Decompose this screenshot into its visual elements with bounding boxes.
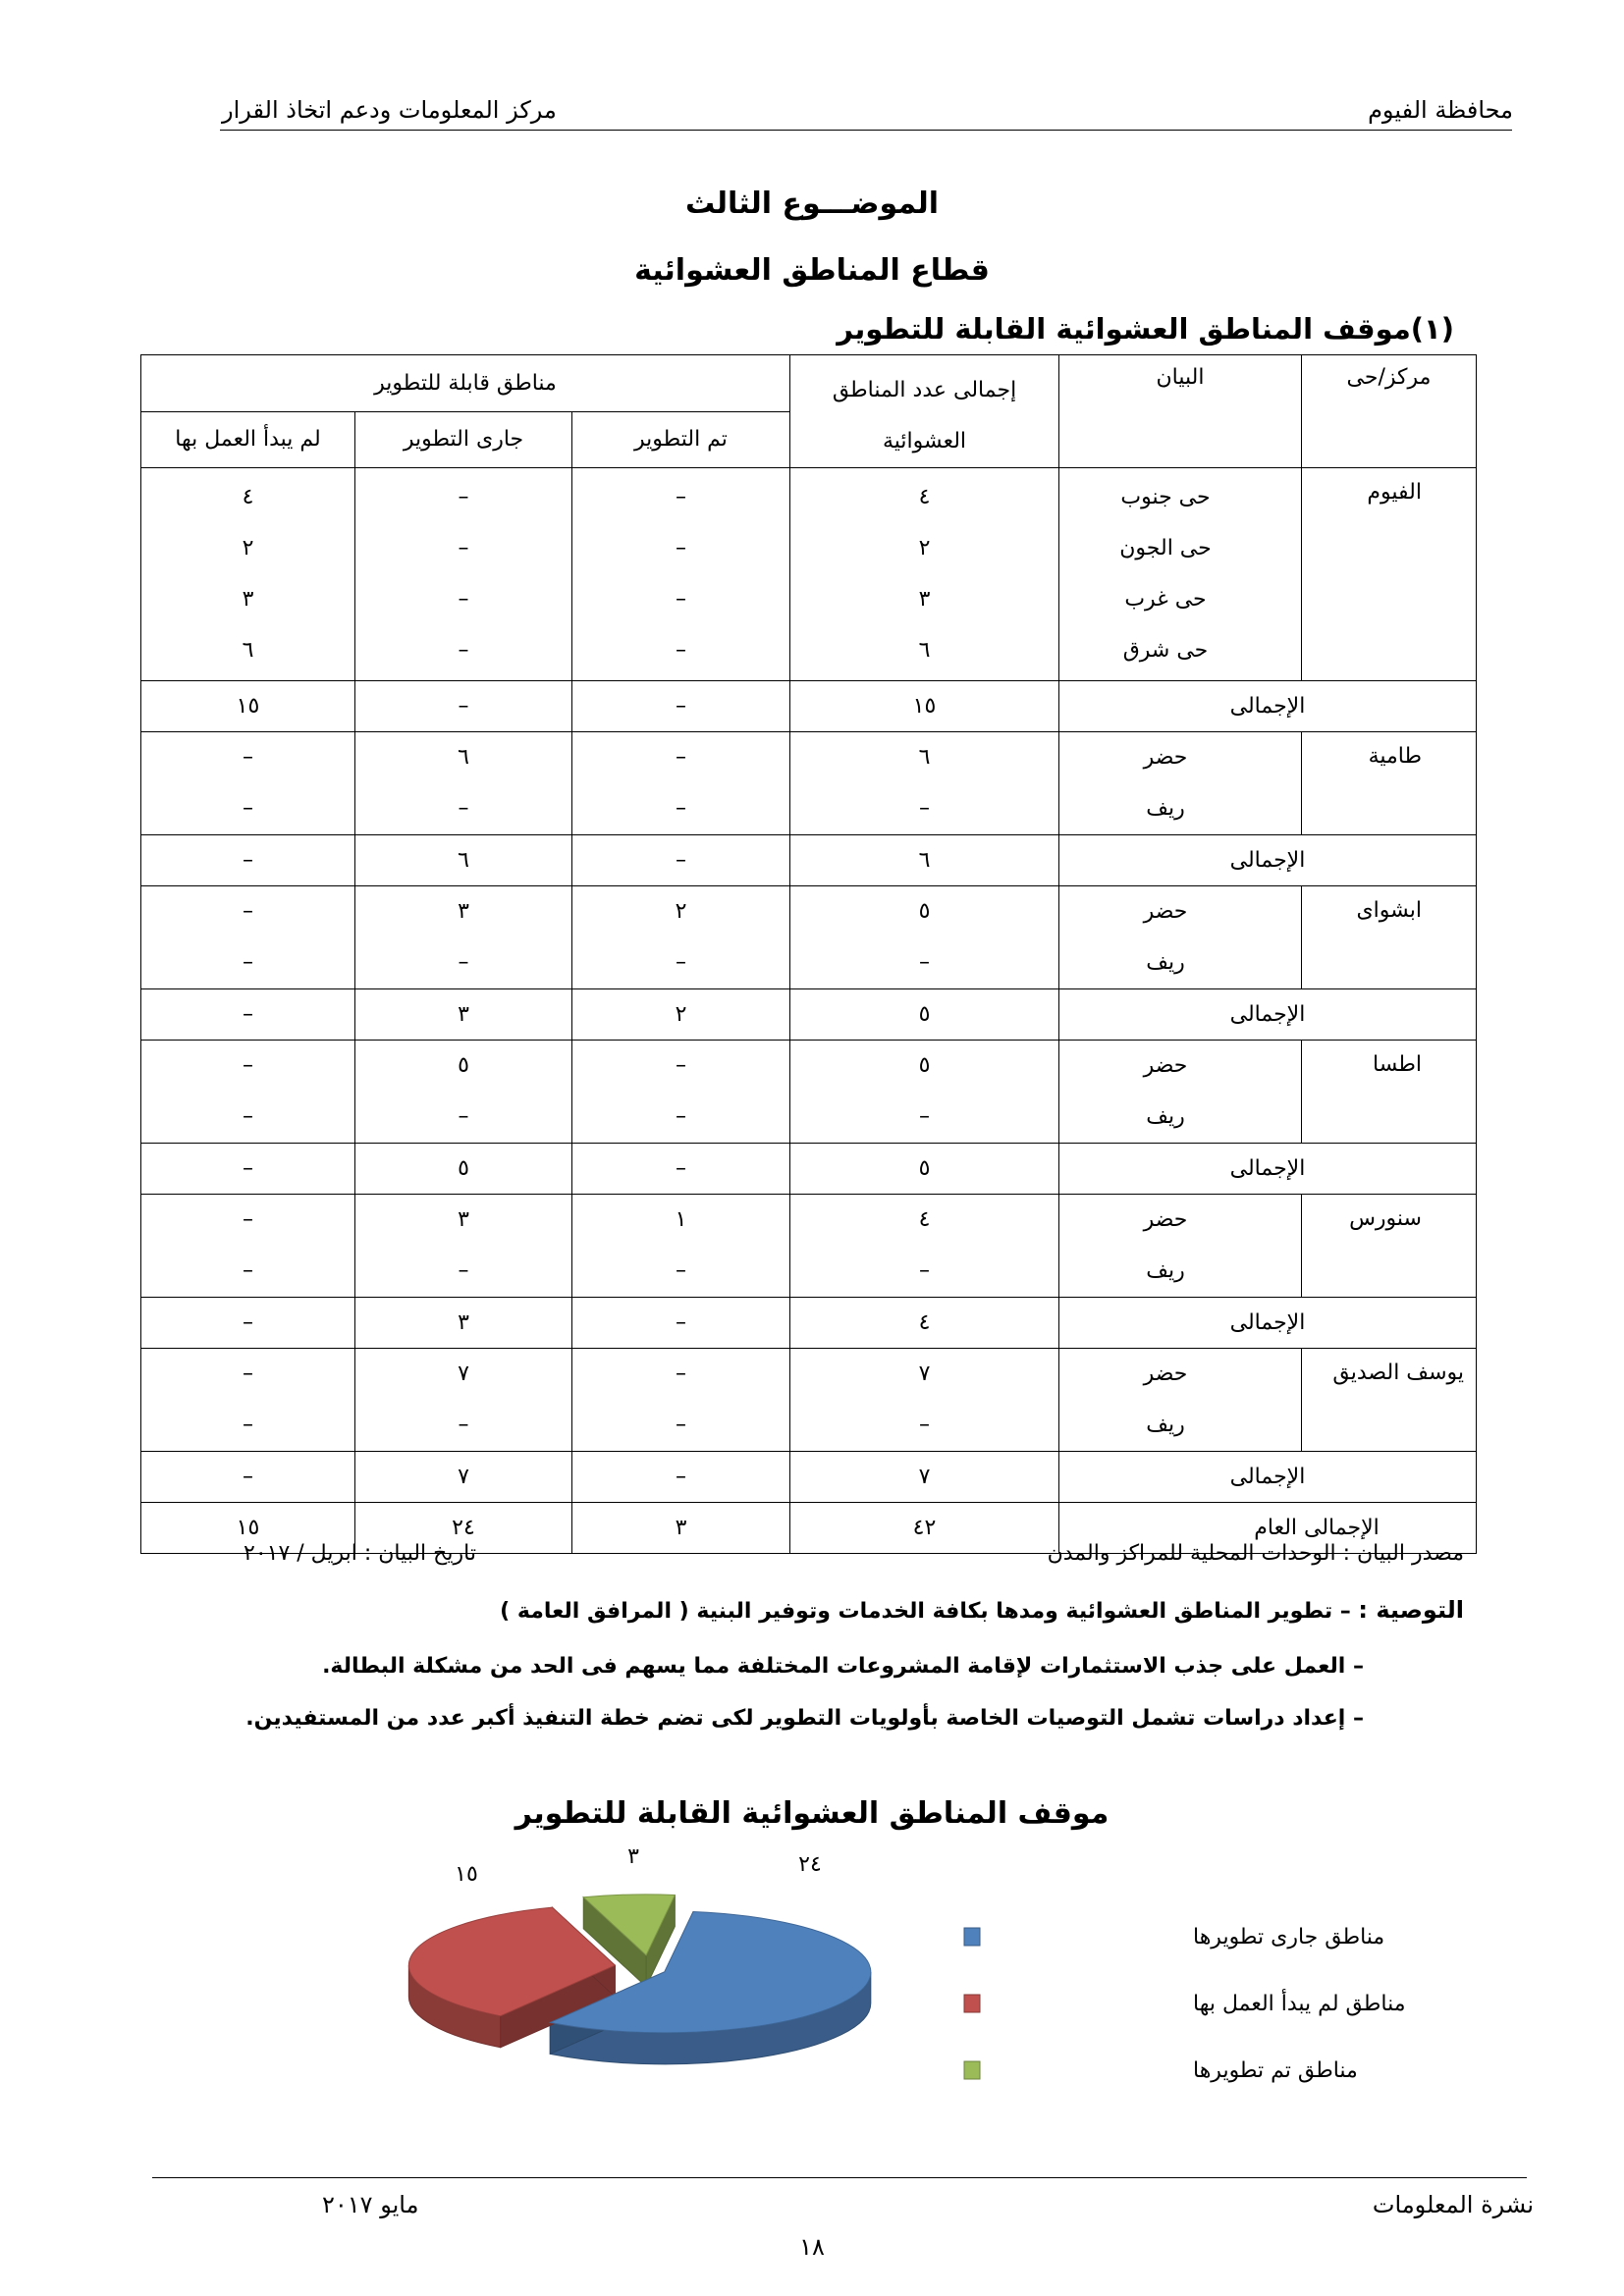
slums-table <box>140 354 1477 1554</box>
bayan-stack <box>1059 886 1302 989</box>
value-cell: ٥ <box>918 899 931 924</box>
table-row-etsa <box>141 1041 1477 1144</box>
bayan-cell: حى غرب <box>1124 587 1207 612</box>
value-cell: – <box>676 950 686 975</box>
markaz-cell: اطسا <box>1302 1041 1477 1144</box>
value-cell: – <box>919 1413 930 1437</box>
value-cell: ٤ <box>918 485 931 509</box>
value-cell: – <box>458 1104 469 1129</box>
value-cell: ٦ <box>790 835 1059 886</box>
value-cell: – <box>243 1104 253 1129</box>
total-stack <box>790 1195 1059 1298</box>
value-cell: – <box>458 1258 469 1283</box>
value-cell: – <box>676 1258 686 1283</box>
developed-stack <box>572 1349 790 1452</box>
value-cell: ١٥ <box>790 681 1059 732</box>
value-cell: ٤٢ <box>790 1503 1059 1554</box>
pie-labels <box>455 1844 822 1887</box>
legend-swatch <box>964 1995 980 2012</box>
value-cell: ٣ <box>458 1207 469 1232</box>
value-cell: ٤ <box>242 485 254 509</box>
page-number: ١٨ <box>799 2233 825 2261</box>
value-cell: ١ <box>675 1207 687 1232</box>
not-started-stack <box>141 468 355 681</box>
value-cell: – <box>141 1298 355 1349</box>
table-row-total <box>141 1298 1477 1349</box>
value-cell: – <box>676 638 686 663</box>
bayan-stack <box>1059 468 1302 681</box>
value-cell: – <box>243 1413 253 1437</box>
legend-label: مناطق لم يبدأ العمل بها <box>1193 1992 1406 2016</box>
value-cell: ٥ <box>458 1053 469 1078</box>
value-cell: ٦ <box>355 835 572 886</box>
value-cell: ٢ <box>242 536 254 561</box>
topic-heading: الموضـــوع الثالث <box>684 187 940 221</box>
value-cell: – <box>243 1053 253 1078</box>
total-stack <box>790 1041 1059 1144</box>
value-cell: – <box>458 587 469 612</box>
pie-data-label: ٢٤ <box>798 1852 822 1877</box>
legend-swatch <box>964 1928 980 1946</box>
value-cell: – <box>676 1362 686 1386</box>
value-cell: – <box>243 745 253 770</box>
col-header-bayan: البيان <box>1059 355 1302 468</box>
value-cell: – <box>919 796 930 821</box>
table-row-ibshway <box>141 886 1477 989</box>
value-cell: ٣ <box>918 587 931 612</box>
grand-total-label: الإجمالى العام <box>1059 1503 1477 1554</box>
col-header-total <box>790 355 1059 468</box>
value-cell: ٢ <box>572 989 790 1041</box>
table-row-total <box>141 1452 1477 1503</box>
value-cell: – <box>141 989 355 1041</box>
header-left: مركز المعلومات ودعم اتخاذ القرار <box>222 96 557 124</box>
table-row-fayoum <box>141 468 1477 681</box>
value-cell: ٢ <box>675 899 687 924</box>
bayan-cell: حى جنوب <box>1120 485 1211 509</box>
total-label: الإجمالى <box>1059 989 1477 1041</box>
total-label: الإجمالى <box>1059 1452 1477 1503</box>
value-cell: – <box>243 1362 253 1386</box>
value-cell: – <box>243 899 253 924</box>
bayan-cell: حضر <box>1143 745 1188 770</box>
value-cell: ٣ <box>242 587 254 612</box>
value-cell: ٥ <box>790 989 1059 1041</box>
value-cell: – <box>458 536 469 561</box>
table-row-yousef <box>141 1349 1477 1452</box>
value-cell: ٧ <box>790 1452 1059 1503</box>
value-cell: ٧ <box>918 1362 931 1386</box>
value-cell: – <box>676 1053 686 1078</box>
footer-left: مايو ٢٠١٧ <box>322 2191 419 2218</box>
total-stack <box>790 1349 1059 1452</box>
value-cell: – <box>458 950 469 975</box>
value-cell: – <box>458 485 469 509</box>
table-row-total <box>141 1144 1477 1195</box>
ongoing-stack <box>355 1349 572 1452</box>
value-cell: – <box>919 1104 930 1129</box>
value-cell: ٥ <box>355 1144 572 1195</box>
value-cell: ٧ <box>458 1362 469 1386</box>
recommendation-key: التوصية : <box>1358 1596 1464 1624</box>
bayan-cell: حضر <box>1143 1362 1188 1386</box>
value-cell: ٦ <box>918 638 931 663</box>
developed-stack <box>572 1195 790 1298</box>
value-cell: ٤ <box>918 1207 931 1232</box>
value-cell: – <box>676 1413 686 1437</box>
bayan-stack <box>1059 1349 1302 1452</box>
bayan-cell: حى شرق <box>1122 638 1209 663</box>
chart-title: موقف المناطق العشوائية القابلة للتطوير <box>514 1796 1110 1831</box>
not-started-stack <box>141 732 355 835</box>
ongoing-stack <box>355 1041 572 1144</box>
recommendation-text: – تطوير المناطق العشوائية ومدها بكافة الخدمات وتوفير البنية ( المرافق العامة ) <box>500 1599 1359 1624</box>
table-row-total <box>141 681 1477 732</box>
bayan-cell: ريف <box>1146 796 1185 821</box>
value-cell: – <box>676 587 686 612</box>
footer-divider <box>152 2177 1527 2178</box>
value-cell: – <box>919 1258 930 1283</box>
legend-label: مناطق جارى تطويرها <box>1193 1925 1385 1949</box>
markaz-cell: يوسف الصديق <box>1302 1349 1477 1452</box>
col-header-ongoing: جارى التطوير <box>355 411 572 468</box>
markaz-cell: الفيوم <box>1302 468 1477 681</box>
bayan-cell: ريف <box>1146 1258 1185 1283</box>
data-source: مصدر البيان : الوحدات المحلية للمراكز والمدن <box>1047 1541 1464 1566</box>
legend-label: مناطق تم تطويرها <box>1193 2058 1358 2083</box>
table-row-total <box>141 835 1477 886</box>
markaz-cell: ابشواى <box>1302 886 1477 989</box>
bayan-stack <box>1059 1195 1302 1298</box>
value-cell: ٢٤ <box>355 1503 572 1554</box>
table-header-row <box>141 355 1477 412</box>
value-cell: – <box>676 1104 686 1129</box>
footer-right: نشرة المعلومات <box>1372 2191 1534 2218</box>
value-cell: – <box>676 485 686 509</box>
value-cell: – <box>141 835 355 886</box>
total-label: الإجمالى <box>1059 1298 1477 1349</box>
value-cell: – <box>572 1452 790 1503</box>
value-cell: – <box>243 950 253 975</box>
developed-stack <box>572 468 790 681</box>
developed-stack <box>572 886 790 989</box>
not-started-stack <box>141 1041 355 1144</box>
value-cell: ١٥ <box>141 681 355 732</box>
value-cell: ٦ <box>918 745 931 770</box>
value-cell: ٢ <box>918 536 931 561</box>
value-cell: – <box>676 745 686 770</box>
bayan-cell: ريف <box>1146 950 1185 975</box>
total-label: الإجمالى <box>1059 681 1477 732</box>
legend-swatch <box>964 2061 980 2079</box>
table-title: (١)موقف المناطق العشوائية القابلة للتطوير <box>837 312 1454 346</box>
value-cell: ٦ <box>458 745 469 770</box>
value-cell: – <box>572 681 790 732</box>
value-cell: ٣ <box>458 899 469 924</box>
pie-group <box>408 1895 870 2064</box>
bayan-cell: ريف <box>1146 1104 1185 1129</box>
col-header-markaz: مركز/حى <box>1302 355 1477 468</box>
value-cell: ٣ <box>572 1503 790 1554</box>
recommendation <box>500 1596 1464 1624</box>
col-header-total-line1: إجمالى عدد المناطق <box>832 378 1017 402</box>
bayan-cell: حضر <box>1143 1053 1188 1078</box>
value-cell: – <box>572 1144 790 1195</box>
value-cell: ٦ <box>242 638 254 663</box>
value-cell: – <box>572 1298 790 1349</box>
bayan-cell: حضر <box>1143 899 1188 924</box>
pie-chart <box>432 1844 1406 2160</box>
bayan-cell: ريف <box>1146 1413 1185 1437</box>
header-right: محافظة الفيوم <box>1368 96 1513 124</box>
value-cell: ٥ <box>918 1053 931 1078</box>
sector-heading: قطاع المناطق العشوائية <box>634 253 990 288</box>
ongoing-stack <box>355 1195 572 1298</box>
value-cell: – <box>243 796 253 821</box>
pie-data-label: ٣ <box>627 1844 639 1869</box>
table-row-total <box>141 989 1477 1041</box>
total-label: الإجمالى <box>1059 835 1477 886</box>
markaz-cell: سنورس <box>1302 1195 1477 1298</box>
not-started-stack <box>141 1349 355 1452</box>
total-stack <box>790 886 1059 989</box>
not-started-stack <box>141 886 355 989</box>
col-header-group: مناطق قابلة للتطوير <box>141 355 790 412</box>
value-cell: ٥ <box>790 1144 1059 1195</box>
ongoing-stack <box>355 886 572 989</box>
bayan-stack <box>1059 732 1302 835</box>
table-row-tamia <box>141 732 1477 835</box>
header-divider <box>220 130 1512 131</box>
value-cell: ٣ <box>355 1298 572 1349</box>
total-stack <box>790 732 1059 835</box>
value-cell: ٣ <box>355 989 572 1041</box>
pie-data-label: ١٥ <box>455 1862 478 1887</box>
value-cell: – <box>572 835 790 886</box>
value-cell: – <box>676 536 686 561</box>
markaz-cell: طامية <box>1302 732 1477 835</box>
chart-legend <box>964 1925 1406 2083</box>
value-cell: – <box>919 950 930 975</box>
total-label: الإجمالى <box>1059 1144 1477 1195</box>
value-cell: – <box>141 1144 355 1195</box>
developed-stack <box>572 1041 790 1144</box>
recommendation-bullet: – إعداد دراسات تشمل التوصيات الخاصة بأولويات التطوير لكى تضم خطة التنفيذ أكبر عدد من المستفيدين. <box>245 1706 1364 1731</box>
data-date: تاريخ البيان : ابريل / ٢٠١٧ <box>244 1541 476 1566</box>
total-stack <box>790 468 1059 681</box>
recommendation-bullet: – العمل على جذب الاستثمارات لإقامة المشروعات المختلفة مما يسهم فى الحد من مشكلة البطالة. <box>322 1654 1364 1679</box>
value-cell: ١٥ <box>141 1503 355 1554</box>
bayan-cell: حى الجون <box>1119 536 1212 561</box>
col-header-total-line2: العشوائية <box>882 429 967 454</box>
col-header-not-started: لم يبدأ العمل بها <box>141 411 355 468</box>
ongoing-stack <box>355 732 572 835</box>
value-cell: – <box>676 796 686 821</box>
col-header-developed: تم التطوير <box>572 411 790 468</box>
value-cell: – <box>243 1258 253 1283</box>
ongoing-stack <box>355 468 572 681</box>
value-cell: – <box>458 1413 469 1437</box>
bayan-cell: حضر <box>1143 1207 1188 1232</box>
value-cell: – <box>355 681 572 732</box>
value-cell: ٧ <box>355 1452 572 1503</box>
table-row-sinnuris <box>141 1195 1477 1298</box>
bayan-stack <box>1059 1041 1302 1144</box>
value-cell: – <box>458 638 469 663</box>
value-cell: – <box>243 1207 253 1232</box>
not-started-stack <box>141 1195 355 1298</box>
value-cell: – <box>458 796 469 821</box>
developed-stack <box>572 732 790 835</box>
value-cell: – <box>141 1452 355 1503</box>
value-cell: ٤ <box>790 1298 1059 1349</box>
